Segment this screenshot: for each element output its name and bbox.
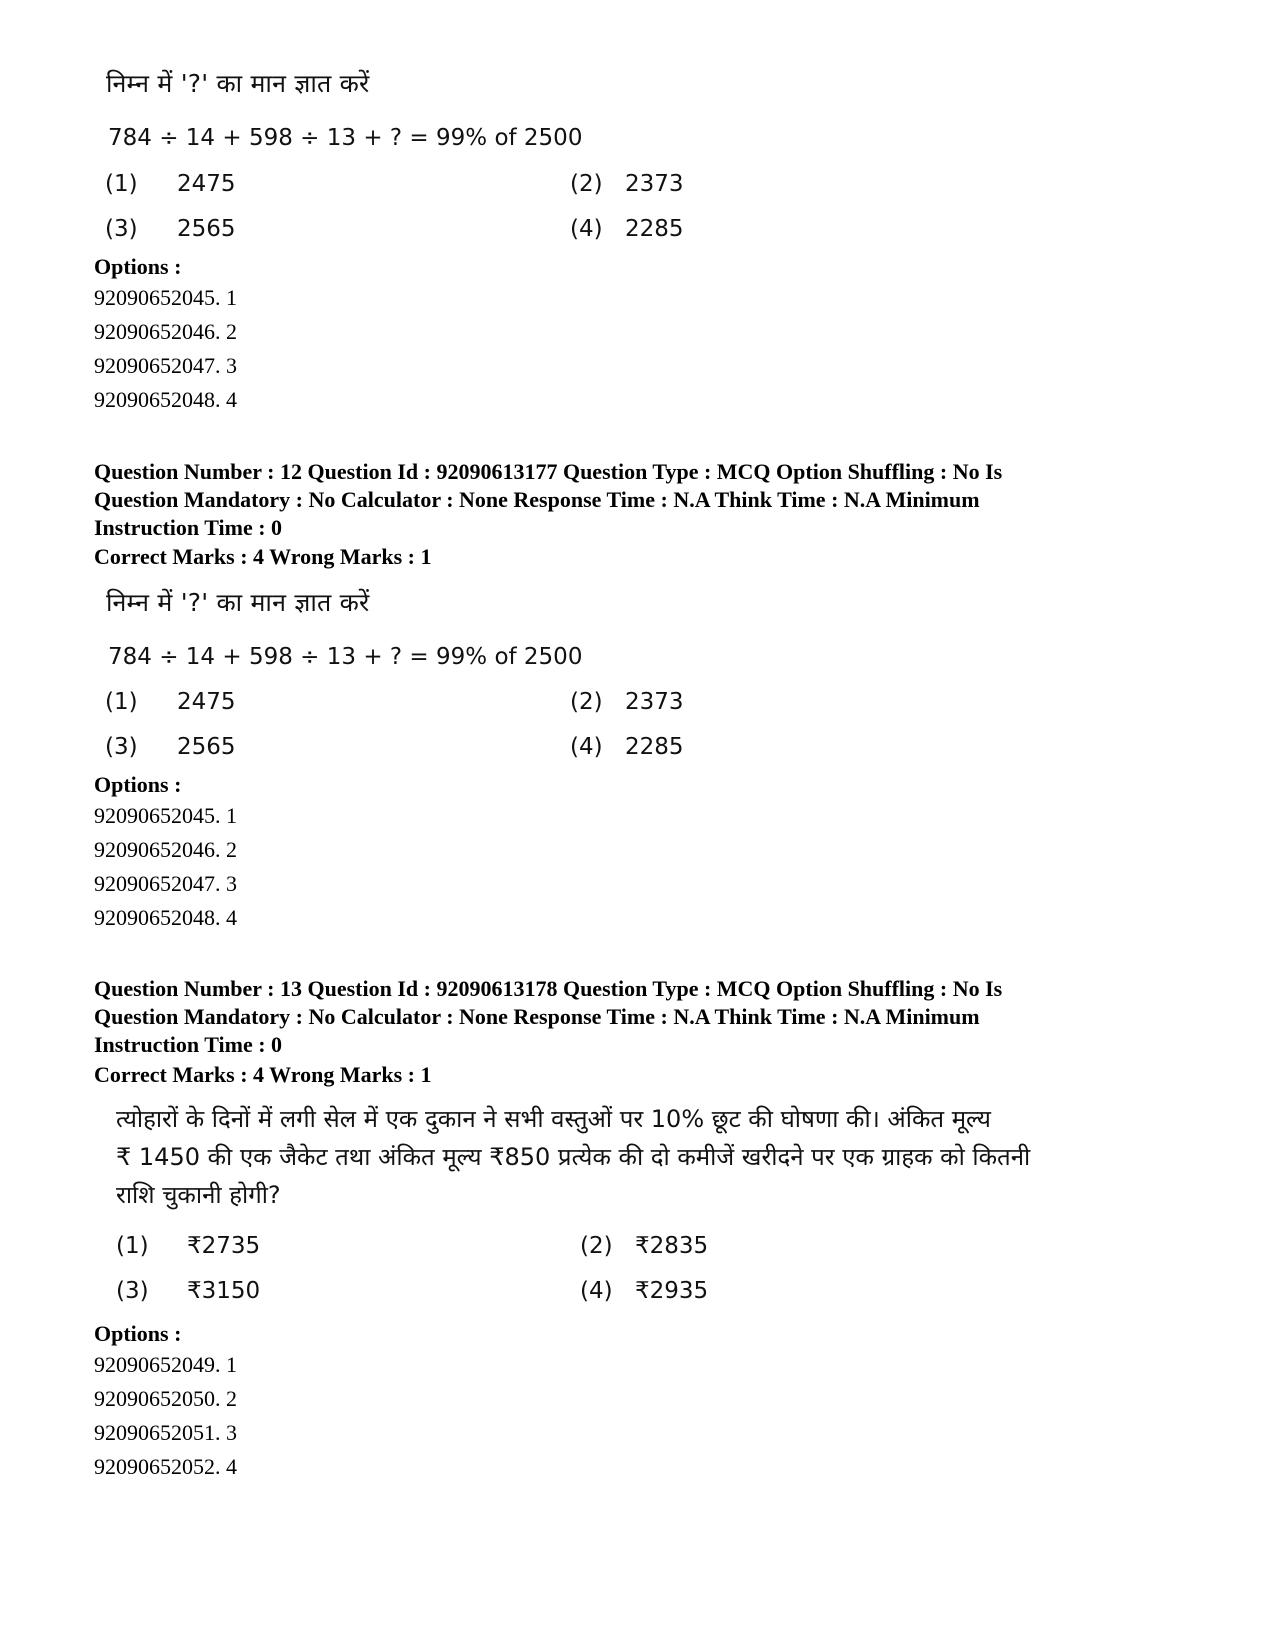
question-equation: 784 ÷ 14 + 598 ÷ 13 + ? = 99% of 2500 [108,644,583,670]
choice-number: (1) [105,689,138,715]
option-id: 92090652051. 3 [94,1420,237,1445]
choice-number: (3) [116,1278,149,1304]
choice-number: (4) [570,216,603,242]
option-id: 92090652045. 1 [94,285,237,310]
question-prompt: निम्न में '?' का मान ज्ञात करें [106,69,370,98]
question-text-line: ₹ 1450 की एक जैकेट तथा अंकित मूल्य ₹850 प्रत्येक की दो कमीजें खरीदने पर एक ग्राहक को कितनी [116,1143,1031,1171]
options-list [94,281,237,417]
choice-number: (1) [105,171,138,197]
choice-value: 2475 [177,689,236,715]
marks-line: Correct Marks : 4 Wrong Marks : 1 [94,1062,432,1087]
options-label: Options : [94,254,182,279]
option-id: 92090652048. 4 [94,905,237,930]
option-id: 92090652046. 2 [94,837,237,862]
choice-value: ₹2935 [635,1278,709,1304]
meta-line: Question Number : 12 Question Id : 92090613177 Question Type : MCQ Option Shuffling : No Is [94,459,1003,484]
question-meta [94,458,1184,542]
option-id: 92090652046. 2 [94,319,237,344]
options-list [94,799,237,935]
option-id: 92090652047. 3 [94,871,237,896]
choice-value: ₹2735 [187,1233,261,1259]
meta-line: Question Mandatory : No Calculator : None Response Time : N.A Think Time : N.A Minimum [94,1004,980,1029]
choice-value: 2373 [625,171,684,197]
question-text-line: राशि चुकानी होगी? [116,1181,281,1209]
question-text-line: त्योहारों के दिनों में लगी सेल में एक दुकान ने सभी वस्तुओं पर 10% छूट की घोषणा की। अंकित मूल्य [116,1105,991,1133]
option-id: 92090652050. 2 [94,1386,237,1411]
choice-value: 2565 [177,216,236,242]
choice-number: (2) [570,689,603,715]
choice-value: ₹2835 [635,1233,709,1259]
choice-number: (1) [116,1233,149,1259]
choice-number: (2) [570,171,603,197]
question-text [116,1100,1136,1214]
options-list [94,1348,237,1484]
choice-value: 2475 [177,171,236,197]
question-equation: 784 ÷ 14 + 598 ÷ 13 + ? = 99% of 2500 [108,125,583,151]
choice-value: 2285 [625,216,684,242]
choice-value: 2285 [625,734,684,760]
options-label: Options : [94,772,182,797]
meta-line: Question Mandatory : No Calculator : None Response Time : N.A Think Time : N.A Minimum [94,487,980,512]
option-id: 92090652049. 1 [94,1352,237,1377]
choice-number: (3) [105,216,138,242]
choice-value: ₹3150 [187,1278,261,1304]
meta-line: Instruction Time : 0 [94,515,283,540]
choice-number: (4) [580,1278,613,1304]
choice-value: 2565 [177,734,236,760]
meta-line: Question Number : 13 Question Id : 92090613178 Question Type : MCQ Option Shuffling : No Is [94,976,1003,1001]
choice-number: (3) [105,734,138,760]
choice-value: 2373 [625,689,684,715]
options-label: Options : [94,1321,182,1346]
question-prompt: निम्न में '?' का मान ज्ञात करें [106,588,370,617]
meta-line: Instruction Time : 0 [94,1032,283,1057]
option-id: 92090652048. 4 [94,387,237,412]
choice-number: (2) [580,1233,613,1259]
choice-number: (4) [570,734,603,760]
option-id: 92090652045. 1 [94,803,237,828]
question-meta [94,975,1184,1059]
option-id: 92090652047. 3 [94,353,237,378]
option-id: 92090652052. 4 [94,1454,237,1479]
marks-line: Correct Marks : 4 Wrong Marks : 1 [94,544,432,569]
